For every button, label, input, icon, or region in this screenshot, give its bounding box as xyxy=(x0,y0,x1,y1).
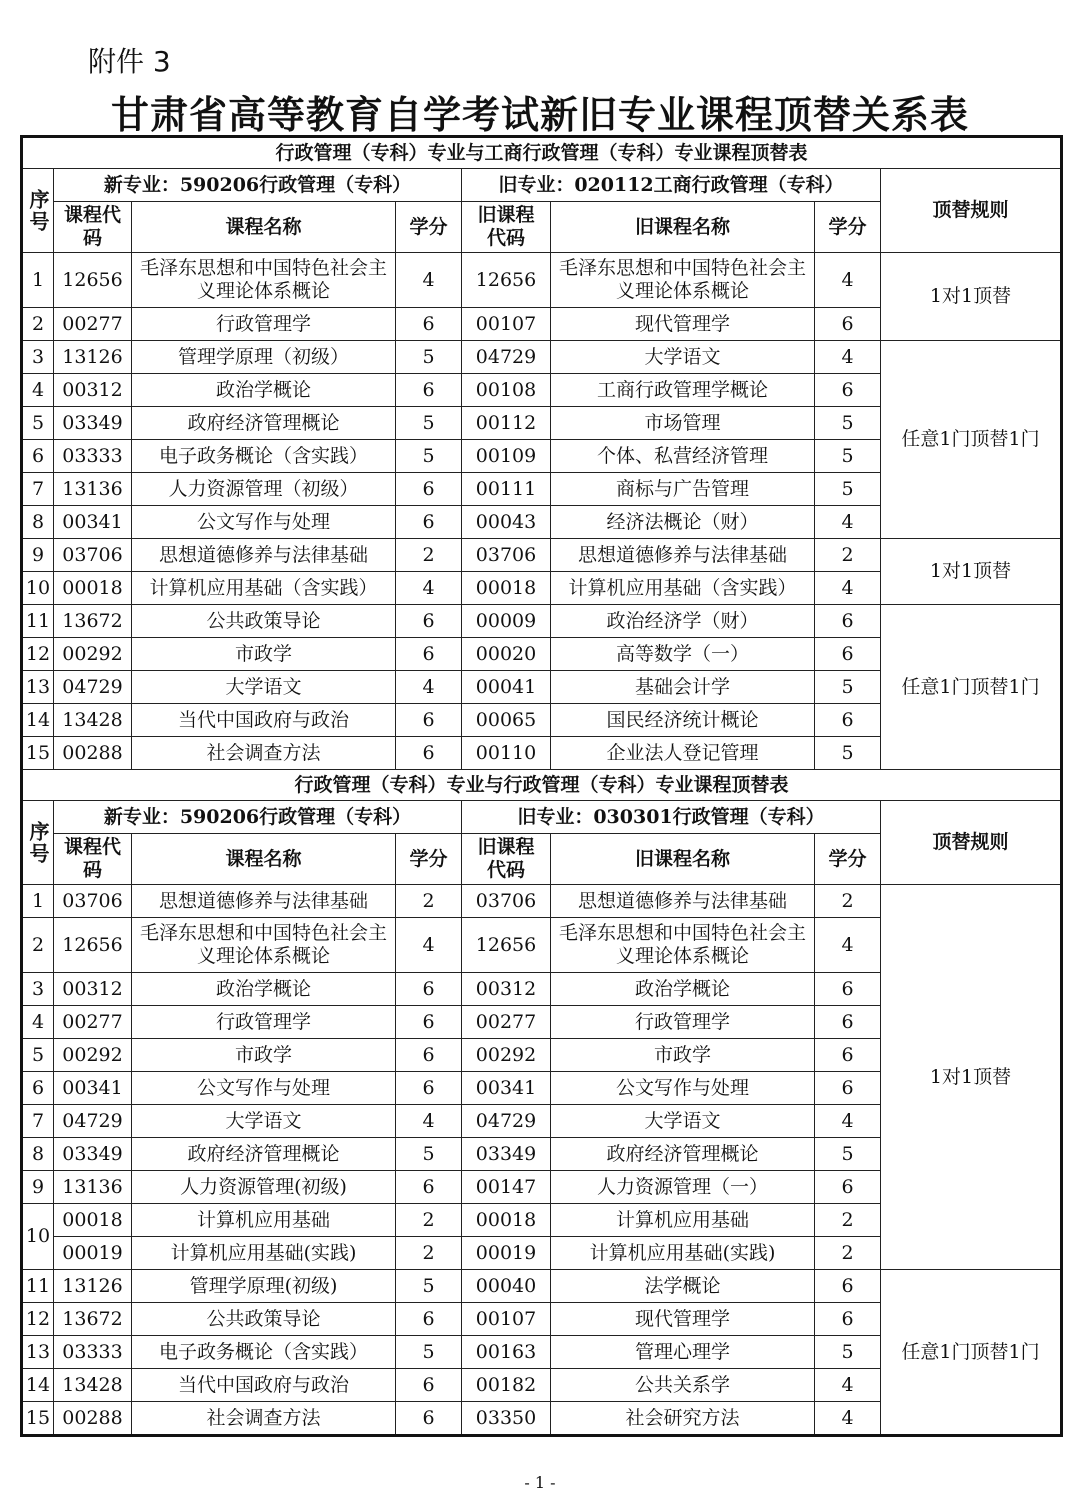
old-course-credit: 5 xyxy=(815,1138,881,1171)
old-course-credit: 5 xyxy=(815,671,881,704)
new-course-name: 公共政策导论 xyxy=(132,605,396,638)
new-course-code: 13672 xyxy=(54,1303,132,1336)
table-row xyxy=(22,885,1062,918)
old-course-credit: 4 xyxy=(815,918,881,973)
row-number: 13 xyxy=(22,671,54,704)
old-course-code: 03350 xyxy=(462,1402,551,1436)
old-course-credit: 4 xyxy=(815,1402,881,1436)
old-course-code: 00065 xyxy=(462,704,551,737)
substitution-rule: 1对1顶替 xyxy=(881,539,1062,605)
row-number: 11 xyxy=(22,1270,54,1303)
old-major: 旧专业：020112工商行政管理（专科） xyxy=(462,169,881,202)
old-course-name: 工商行政管理学概论 xyxy=(551,374,815,407)
new-course-name: 当代中国政府与政治 xyxy=(132,1369,396,1402)
new-course-credit: 6 xyxy=(396,605,462,638)
new-course-code: 03706 xyxy=(54,885,132,918)
new-course-name: 思想道德修养与法律基础 xyxy=(132,539,396,572)
new-course-code: 00312 xyxy=(54,374,132,407)
new-course-name: 管理学原理（初级） xyxy=(132,341,396,374)
new-course-credit: 5 xyxy=(396,1138,462,1171)
row-number: 2 xyxy=(22,918,54,973)
new-course-name: 毛泽东思想和中国特色社会主义理论体系概论 xyxy=(132,253,396,308)
new-name-header: 课程名称 xyxy=(132,834,396,885)
new-course-credit: 6 xyxy=(396,1006,462,1039)
new-course-credit: 2 xyxy=(396,1237,462,1270)
old-course-code: 00109 xyxy=(462,440,551,473)
old-name-header: 旧课程名称 xyxy=(551,202,815,253)
old-course-name: 市场管理 xyxy=(551,407,815,440)
old-course-name: 现代管理学 xyxy=(551,308,815,341)
old-course-credit: 5 xyxy=(815,473,881,506)
new-course-name: 政府经济管理概论 xyxy=(132,407,396,440)
row-number: 12 xyxy=(22,638,54,671)
old-course-credit: 6 xyxy=(815,308,881,341)
new-course-name: 社会调查方法 xyxy=(132,1402,396,1436)
new-course-credit: 2 xyxy=(396,885,462,918)
old-course-code: 04729 xyxy=(462,341,551,374)
new-course-credit: 6 xyxy=(396,737,462,770)
new-course-credit: 6 xyxy=(396,1369,462,1402)
old-course-code: 04729 xyxy=(462,1105,551,1138)
old-course-code: 00040 xyxy=(462,1270,551,1303)
new-major: 新专业：590206行政管理（专科） xyxy=(54,801,462,834)
new-course-name: 政治学概论 xyxy=(132,973,396,1006)
old-course-credit: 6 xyxy=(815,374,881,407)
old-course-code: 03349 xyxy=(462,1138,551,1171)
old-credit-header: 学分 xyxy=(815,202,881,253)
old-course-credit: 5 xyxy=(815,407,881,440)
new-course-credit: 6 xyxy=(396,308,462,341)
new-course-name: 公文写作与处理 xyxy=(132,506,396,539)
new-course-name: 政府经济管理概论 xyxy=(132,1138,396,1171)
new-course-credit: 6 xyxy=(396,704,462,737)
new-course-code: 03333 xyxy=(54,440,132,473)
new-course-code: 03349 xyxy=(54,407,132,440)
old-course-credit: 6 xyxy=(815,1270,881,1303)
new-course-name: 行政管理学 xyxy=(132,308,396,341)
new-course-credit: 5 xyxy=(396,440,462,473)
new-course-code: 00288 xyxy=(54,737,132,770)
section-title-row xyxy=(22,770,1062,801)
new-course-name: 思想道德修养与法律基础 xyxy=(132,885,396,918)
new-course-code: 00019 xyxy=(54,1237,132,1270)
old-code-header: 旧课程代码 xyxy=(462,202,551,253)
table-row xyxy=(22,341,1062,374)
attachment-label: 附件 3 xyxy=(88,45,171,78)
row-number: 13 xyxy=(22,1336,54,1369)
new-course-code: 13126 xyxy=(54,341,132,374)
row-number: 8 xyxy=(22,506,54,539)
section-title: 行政管理（专科）专业与行政管理（专科）专业课程顶替表 xyxy=(22,770,1062,801)
old-course-credit: 6 xyxy=(815,1072,881,1105)
course-substitution-table xyxy=(20,135,1063,1437)
row-number: 14 xyxy=(22,1369,54,1402)
old-course-credit: 5 xyxy=(815,737,881,770)
new-course-name: 当代中国政府与政治 xyxy=(132,704,396,737)
new-course-name: 市政学 xyxy=(132,638,396,671)
old-course-name: 计算机应用基础(实践) xyxy=(551,1237,815,1270)
new-course-credit: 5 xyxy=(396,1336,462,1369)
new-course-credit: 6 xyxy=(396,638,462,671)
row-number: 1 xyxy=(22,253,54,308)
old-major: 旧专业：030301行政管理（专科） xyxy=(462,801,881,834)
old-course-name: 个体、私营经济管理 xyxy=(551,440,815,473)
new-course-credit: 5 xyxy=(396,1270,462,1303)
old-course-name: 大学语文 xyxy=(551,1105,815,1138)
substitution-rule: 任意1门顶替1门 xyxy=(881,1270,1062,1436)
new-course-code: 13672 xyxy=(54,605,132,638)
substitution-rule: 1对1顶替 xyxy=(881,253,1062,341)
new-course-name: 计算机应用基础 xyxy=(132,1204,396,1237)
old-course-name: 毛泽东思想和中国特色社会主义理论体系概论 xyxy=(551,253,815,308)
row-number: 5 xyxy=(22,407,54,440)
new-course-code: 00312 xyxy=(54,973,132,1006)
new-course-name: 社会调查方法 xyxy=(132,737,396,770)
new-course-name: 毛泽东思想和中国特色社会主义理论体系概论 xyxy=(132,918,396,973)
new-course-credit: 6 xyxy=(396,1072,462,1105)
page-title: 甘肃省高等教育自学考试新旧专业课程顶替关系表 xyxy=(110,92,969,137)
old-course-credit: 2 xyxy=(815,885,881,918)
old-course-code: 00018 xyxy=(462,1204,551,1237)
old-course-name: 公共关系学 xyxy=(551,1369,815,1402)
table-row xyxy=(22,539,1062,572)
row-number: 6 xyxy=(22,440,54,473)
new-course-credit: 4 xyxy=(396,253,462,308)
old-course-credit: 2 xyxy=(815,539,881,572)
old-course-name: 公文写作与处理 xyxy=(551,1072,815,1105)
old-course-name: 管理心理学 xyxy=(551,1336,815,1369)
new-course-name: 大学语文 xyxy=(132,671,396,704)
section-title-row xyxy=(22,137,1062,169)
new-course-credit: 6 xyxy=(396,973,462,1006)
new-course-name: 人力资源管理（初级） xyxy=(132,473,396,506)
new-major: 新专业：590206行政管理（专科） xyxy=(54,169,462,202)
old-course-credit: 6 xyxy=(815,704,881,737)
rule-header: 顶替规则 xyxy=(881,169,1062,253)
old-course-code: 00018 xyxy=(462,572,551,605)
table-row xyxy=(22,605,1062,638)
row-number: 14 xyxy=(22,704,54,737)
old-course-code: 12656 xyxy=(462,253,551,308)
old-course-credit: 4 xyxy=(815,341,881,374)
new-course-code: 04729 xyxy=(54,1105,132,1138)
substitution-rule: 任意1门顶替1门 xyxy=(881,605,1062,770)
new-course-code: 13136 xyxy=(54,1171,132,1204)
old-course-name: 国民经济统计概论 xyxy=(551,704,815,737)
old-course-name: 经济法概论（财） xyxy=(551,506,815,539)
old-course-name: 法学概论 xyxy=(551,1270,815,1303)
new-course-name: 公文写作与处理 xyxy=(132,1072,396,1105)
row-number: 1 xyxy=(22,885,54,918)
old-course-code: 00147 xyxy=(462,1171,551,1204)
old-course-name: 政治经济学（财） xyxy=(551,605,815,638)
new-course-code: 13428 xyxy=(54,1369,132,1402)
old-course-code: 00312 xyxy=(462,973,551,1006)
new-course-code: 00277 xyxy=(54,1006,132,1039)
new-course-credit: 5 xyxy=(396,407,462,440)
row-number: 3 xyxy=(22,973,54,1006)
new-course-code: 13428 xyxy=(54,704,132,737)
new-course-code: 00341 xyxy=(54,506,132,539)
new-course-credit: 4 xyxy=(396,572,462,605)
old-course-name: 计算机应用基础（含实践） xyxy=(551,572,815,605)
new-course-credit: 6 xyxy=(396,473,462,506)
new-course-code: 13126 xyxy=(54,1270,132,1303)
major-row xyxy=(22,169,1062,202)
new-course-credit: 6 xyxy=(396,1303,462,1336)
new-course-code: 00018 xyxy=(54,572,132,605)
new-course-code: 13136 xyxy=(54,473,132,506)
row-number: 10 xyxy=(22,572,54,605)
new-course-code: 03706 xyxy=(54,539,132,572)
old-course-code: 00107 xyxy=(462,308,551,341)
old-course-credit: 4 xyxy=(815,506,881,539)
row-number: 11 xyxy=(22,605,54,638)
new-course-code: 03349 xyxy=(54,1138,132,1171)
old-course-name: 行政管理学 xyxy=(551,1006,815,1039)
new-code-header: 课程代码 xyxy=(54,202,132,253)
old-course-code: 00041 xyxy=(462,671,551,704)
new-course-credit: 6 xyxy=(396,506,462,539)
old-course-credit: 4 xyxy=(815,1369,881,1402)
row-number: 4 xyxy=(22,374,54,407)
new-course-code: 00288 xyxy=(54,1402,132,1436)
old-course-code: 00110 xyxy=(462,737,551,770)
section-title: 行政管理（专科）专业与工商行政管理（专科）专业课程顶替表 xyxy=(22,137,1062,169)
index-header: 序号 xyxy=(22,169,54,253)
new-course-credit: 4 xyxy=(396,918,462,973)
old-course-code: 00163 xyxy=(462,1336,551,1369)
old-course-credit: 4 xyxy=(815,1105,881,1138)
old-course-name: 市政学 xyxy=(551,1039,815,1072)
new-course-name: 大学语文 xyxy=(132,1105,396,1138)
table-row xyxy=(22,253,1062,308)
new-course-code: 12656 xyxy=(54,253,132,308)
new-course-code: 00018 xyxy=(54,1204,132,1237)
old-course-code: 00043 xyxy=(462,506,551,539)
old-course-credit: 6 xyxy=(815,973,881,1006)
old-course-name: 思想道德修养与法律基础 xyxy=(551,885,815,918)
row-number: 15 xyxy=(22,737,54,770)
old-course-name: 高等数学（一） xyxy=(551,638,815,671)
new-course-code: 00341 xyxy=(54,1072,132,1105)
old-course-code: 00108 xyxy=(462,374,551,407)
old-course-credit: 5 xyxy=(815,1336,881,1369)
row-number: 2 xyxy=(22,308,54,341)
new-course-credit: 6 xyxy=(396,1039,462,1072)
old-course-code: 00182 xyxy=(462,1369,551,1402)
old-course-name: 现代管理学 xyxy=(551,1303,815,1336)
new-course-credit: 4 xyxy=(396,1105,462,1138)
row-number: 7 xyxy=(22,473,54,506)
row-number: 6 xyxy=(22,1072,54,1105)
old-course-credit: 2 xyxy=(815,1204,881,1237)
new-course-code: 00277 xyxy=(54,308,132,341)
new-course-name: 行政管理学 xyxy=(132,1006,396,1039)
old-course-code: 00019 xyxy=(462,1237,551,1270)
row-number: 8 xyxy=(22,1138,54,1171)
old-course-name: 政治学概论 xyxy=(551,973,815,1006)
new-course-credit: 5 xyxy=(396,341,462,374)
new-course-code: 04729 xyxy=(54,671,132,704)
new-course-name: 公共政策导论 xyxy=(132,1303,396,1336)
old-course-credit: 6 xyxy=(815,1039,881,1072)
old-course-credit: 6 xyxy=(815,638,881,671)
old-course-code: 00341 xyxy=(462,1072,551,1105)
row-number: 10 xyxy=(22,1204,54,1270)
old-name-header: 旧课程名称 xyxy=(551,834,815,885)
old-course-credit: 2 xyxy=(815,1237,881,1270)
old-course-credit: 6 xyxy=(815,1303,881,1336)
old-course-code: 00009 xyxy=(462,605,551,638)
old-course-code: 03706 xyxy=(462,539,551,572)
new-course-code: 00292 xyxy=(54,1039,132,1072)
old-course-code: 00107 xyxy=(462,1303,551,1336)
row-number: 9 xyxy=(22,1171,54,1204)
old-course-name: 毛泽东思想和中国特色社会主义理论体系概论 xyxy=(551,918,815,973)
old-course-name: 商标与广告管理 xyxy=(551,473,815,506)
old-course-name: 思想道德修养与法律基础 xyxy=(551,539,815,572)
old-course-code: 00277 xyxy=(462,1006,551,1039)
old-credit-header: 学分 xyxy=(815,834,881,885)
row-number: 9 xyxy=(22,539,54,572)
substitution-rule: 1对1顶替 xyxy=(881,885,1062,1270)
old-course-code: 00292 xyxy=(462,1039,551,1072)
old-course-name: 企业法人登记管理 xyxy=(551,737,815,770)
row-number: 3 xyxy=(22,341,54,374)
new-course-code: 03333 xyxy=(54,1336,132,1369)
old-course-name: 人力资源管理（一） xyxy=(551,1171,815,1204)
new-course-code: 12656 xyxy=(54,918,132,973)
new-course-name: 电子政务概论（含实践） xyxy=(132,1336,396,1369)
index-header: 序号 xyxy=(22,801,54,885)
old-course-code: 12656 xyxy=(462,918,551,973)
substitution-rule: 任意1门顶替1门 xyxy=(881,341,1062,539)
new-course-name: 电子政务概论（含实践） xyxy=(132,440,396,473)
row-number: 4 xyxy=(22,1006,54,1039)
new-course-code: 00292 xyxy=(54,638,132,671)
new-course-credit: 6 xyxy=(396,374,462,407)
old-course-name: 计算机应用基础 xyxy=(551,1204,815,1237)
row-number: 5 xyxy=(22,1039,54,1072)
old-course-credit: 6 xyxy=(815,1171,881,1204)
new-course-credit: 2 xyxy=(396,539,462,572)
new-course-name: 计算机应用基础(实践) xyxy=(132,1237,396,1270)
rule-header: 顶替规则 xyxy=(881,801,1062,885)
new-credit-header: 学分 xyxy=(396,834,462,885)
old-course-name: 基础会计学 xyxy=(551,671,815,704)
new-course-name: 管理学原理(初级) xyxy=(132,1270,396,1303)
new-course-name: 计算机应用基础（含实践） xyxy=(132,572,396,605)
major-row xyxy=(22,801,1062,834)
old-course-code: 00112 xyxy=(462,407,551,440)
new-course-name: 政治学概论 xyxy=(132,374,396,407)
new-course-name: 人力资源管理(初级) xyxy=(132,1171,396,1204)
old-course-name: 社会研究方法 xyxy=(551,1402,815,1436)
old-course-credit: 6 xyxy=(815,1006,881,1039)
row-number: 15 xyxy=(22,1402,54,1436)
new-course-credit: 4 xyxy=(396,671,462,704)
old-course-credit: 6 xyxy=(815,605,881,638)
row-number: 12 xyxy=(22,1303,54,1336)
old-course-name: 政府经济管理概论 xyxy=(551,1138,815,1171)
old-code-header: 旧课程代码 xyxy=(462,834,551,885)
old-course-name: 大学语文 xyxy=(551,341,815,374)
old-course-credit: 4 xyxy=(815,253,881,308)
page-number: - 1 - xyxy=(524,1473,556,1492)
old-course-code: 00020 xyxy=(462,638,551,671)
new-course-credit: 6 xyxy=(396,1402,462,1436)
old-course-credit: 5 xyxy=(815,440,881,473)
old-course-code: 00111 xyxy=(462,473,551,506)
new-credit-header: 学分 xyxy=(396,202,462,253)
old-course-credit: 4 xyxy=(815,572,881,605)
old-course-code: 03706 xyxy=(462,885,551,918)
row-number: 7 xyxy=(22,1105,54,1138)
new-course-credit: 2 xyxy=(396,1204,462,1237)
new-code-header: 课程代码 xyxy=(54,834,132,885)
table-row xyxy=(22,1270,1062,1303)
new-name-header: 课程名称 xyxy=(132,202,396,253)
new-course-credit: 6 xyxy=(396,1171,462,1204)
new-course-name: 市政学 xyxy=(132,1039,396,1072)
